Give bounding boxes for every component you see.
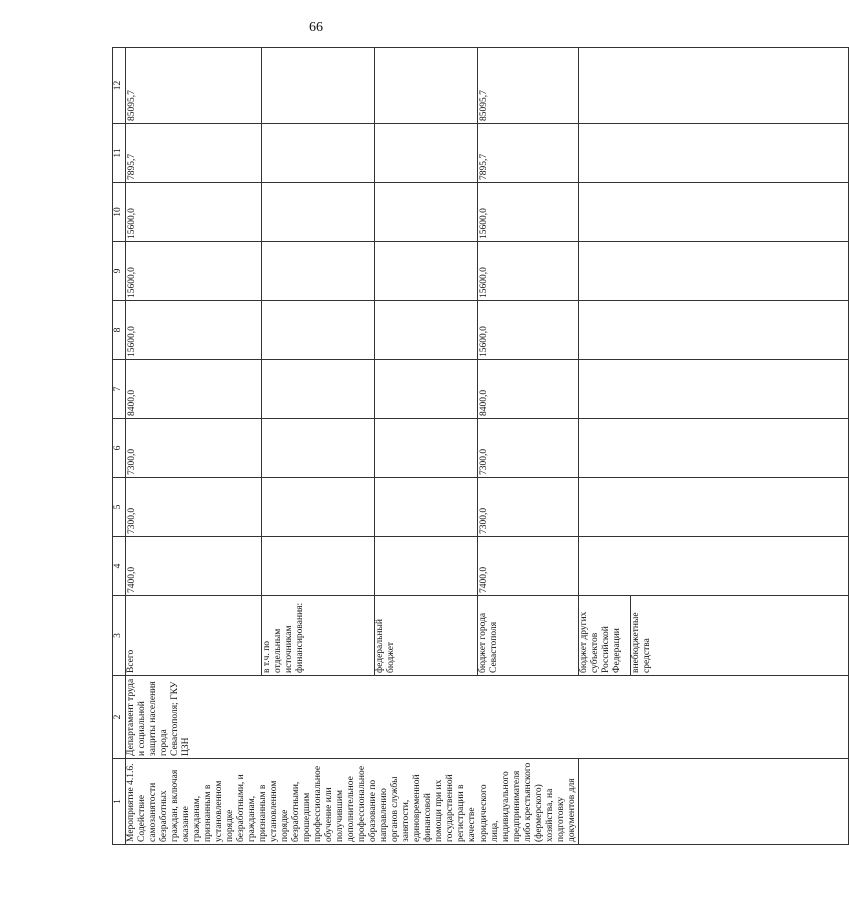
value-cell (578, 124, 848, 183)
value-cell: 85095,7 (126, 48, 262, 124)
value-cell (578, 478, 848, 537)
column-header: 8 (113, 301, 126, 360)
value-cell: 7400,0 (478, 537, 579, 596)
value-cell (375, 124, 478, 183)
value-cell: 7300,0 (126, 419, 262, 478)
column-header: 7 (113, 360, 126, 419)
value-cell: 8400,0 (478, 360, 579, 419)
column-header: 9 (113, 242, 126, 301)
value-cell (578, 242, 848, 301)
value-cell (261, 478, 374, 537)
value-cell: 15600,0 (478, 183, 579, 242)
source-cell: Всего (126, 596, 262, 676)
value-cell (261, 183, 374, 242)
source-cell: бюджет других субъектов Российской Федерации (578, 596, 630, 676)
activity-code: Мероприятие 4.1.6. (126, 763, 136, 842)
activity-description: Содействие самозанятости безработных граждан, включая оказание гражданам, признанным в установленном порядке безработными, и гражданам, признанным в установленном порядке безработными, прошедшим профессиональное обучение или получившим дополнительное профессиональное образование по направлению органов службы занятости, единовременной финансовой помощи при их государственной регистрации в качестве юридического лица, индивидуального предпринимателя либо крестьянского (фермерского) хозяйства, на подготовку документов для (137, 762, 577, 842)
value-cell: 15600,0 (126, 242, 262, 301)
value-cell: 7300,0 (126, 478, 262, 537)
value-cell (375, 48, 478, 124)
value-cell: 8400,0 (126, 360, 262, 419)
value-cell (375, 242, 478, 301)
value-cell (578, 360, 848, 419)
table-row (126, 48, 262, 845)
value-cell: 7895,7 (478, 124, 579, 183)
executor-cell: Департамент труда и социальной защиты населения города Севастополя; ГКУ ЦЗН (126, 676, 849, 759)
value-cell: 15600,0 (478, 301, 579, 360)
value-cell: 7400,0 (126, 537, 262, 596)
value-cell (261, 537, 374, 596)
column-number-row (113, 48, 126, 845)
value-cell (375, 183, 478, 242)
financing-table (112, 47, 849, 845)
value-cell: 15600,0 (126, 183, 262, 242)
rotated-table-container (112, 48, 652, 845)
value-cell (578, 419, 848, 478)
value-cell (578, 48, 848, 124)
activity-cell (126, 759, 579, 845)
column-header: 5 (113, 478, 126, 537)
value-cell (375, 537, 478, 596)
value-cell (375, 360, 478, 419)
value-cell: 7895,7 (126, 124, 262, 183)
value-cell (261, 48, 374, 124)
column-header: 10 (113, 183, 126, 242)
value-cell (578, 301, 848, 360)
column-header: 4 (113, 537, 126, 596)
column-header: 11 (113, 124, 126, 183)
source-cell: внебюджетные средства (630, 596, 848, 676)
column-header: 2 (113, 676, 126, 759)
value-cell (261, 301, 374, 360)
source-cell: в т.ч. по отдельным источникам финансирования: (261, 596, 374, 676)
value-cell (261, 124, 374, 183)
activity-cell-continuation (578, 759, 848, 845)
value-cell (375, 301, 478, 360)
column-header: 6 (113, 419, 126, 478)
value-cell (578, 537, 848, 596)
column-header: 1 (113, 759, 126, 845)
value-cell (261, 242, 374, 301)
value-cell: 15600,0 (126, 301, 262, 360)
column-header: 3 (113, 596, 126, 676)
page-number: 66 (309, 20, 323, 35)
value-cell (261, 360, 374, 419)
value-cell: 7300,0 (478, 419, 579, 478)
value-cell (578, 183, 848, 242)
value-cell: 7300,0 (478, 478, 579, 537)
value-cell: 85095,7 (478, 48, 579, 124)
value-cell (261, 419, 374, 478)
column-header: 12 (113, 48, 126, 124)
source-cell: бюджет города Севастополя (478, 596, 579, 676)
value-cell: 15600,0 (478, 242, 579, 301)
source-cell: федеральный бюджет (375, 596, 478, 676)
value-cell (375, 419, 478, 478)
value-cell (375, 478, 478, 537)
